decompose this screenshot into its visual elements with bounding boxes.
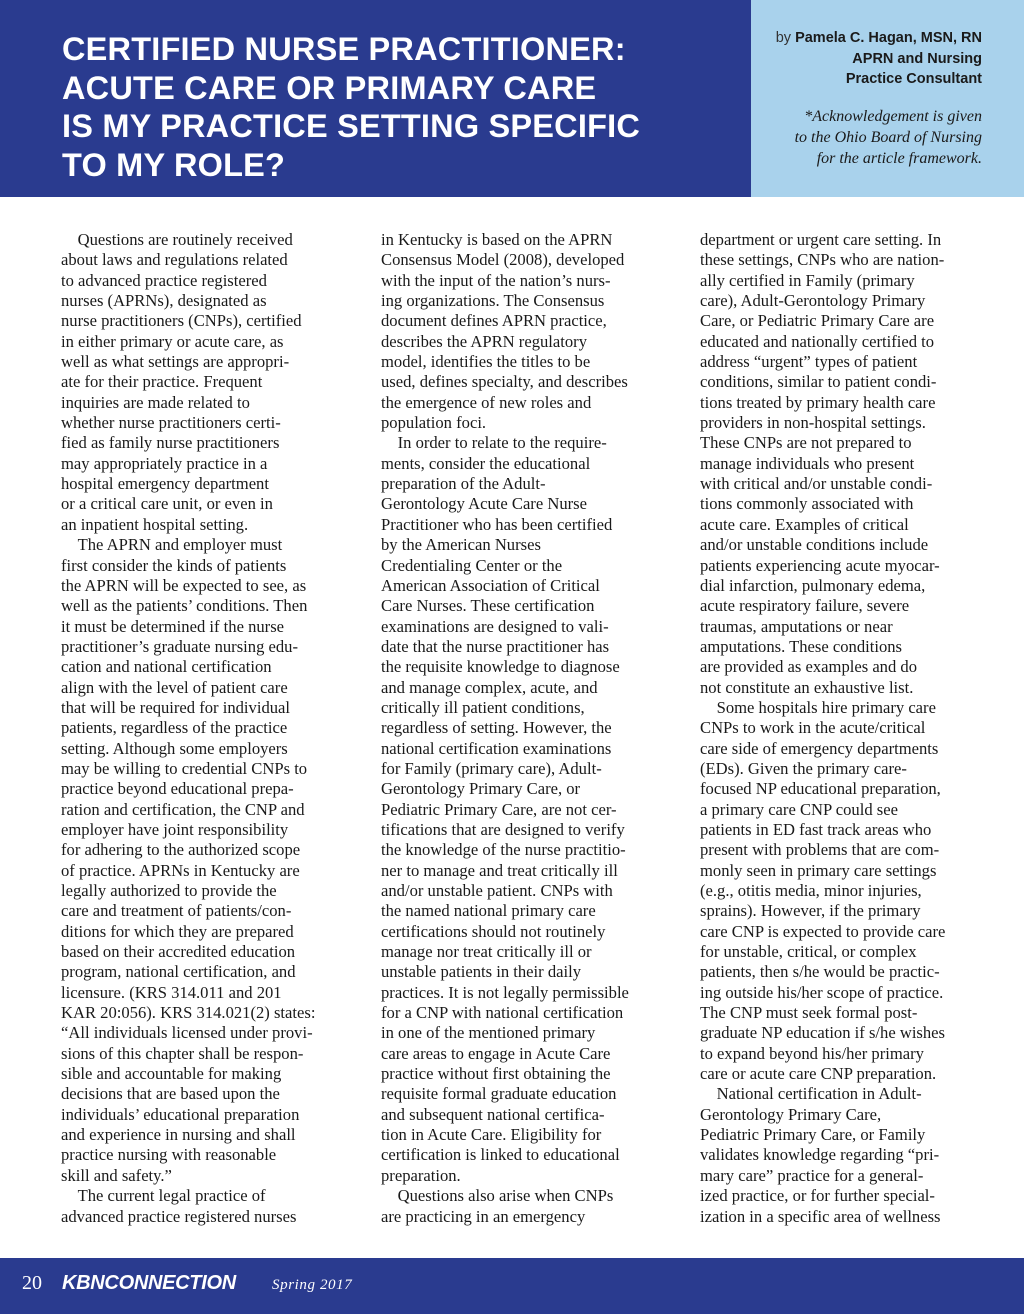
text-line: national certification examinations <box>381 738 612 758</box>
text-line: population foci. <box>381 413 487 433</box>
text-line: ization in a specific area of wellness <box>700 1206 941 1226</box>
text-line: program, national certification, and <box>61 962 296 982</box>
text-line: the knowledge of the nurse practitio- <box>381 840 626 860</box>
text-line: in either primary or acute care, as <box>61 331 284 351</box>
text-line: and subsequent national certifica- <box>381 1104 605 1124</box>
text-line: whether nurse practitioners certi- <box>61 413 281 433</box>
text-line: certifications should not routinely <box>381 921 606 941</box>
text-line: Care, or Pediatric Primary Care are <box>700 311 935 331</box>
text-line: these settings, CNPs who are nation- <box>700 250 945 270</box>
title-line: ACUTE CARE OR PRIMARY CARE <box>62 69 597 106</box>
text-line: The APRN and employer must <box>61 535 283 555</box>
text-line: The current legal practice of <box>61 1186 266 1206</box>
text-line: for Family (primary care), Adult- <box>381 758 602 778</box>
text-line: used, defines specialty, and describes <box>381 372 628 392</box>
byline-by: by <box>775 30 792 46</box>
text-line: Questions are routinely received <box>61 230 293 249</box>
text-line: sions of this chapter shall be respon- <box>61 1043 304 1063</box>
text-line: Gerontology Primary Care, or <box>381 779 581 799</box>
text-line: practice beyond educational prepa- <box>61 779 294 799</box>
acknowledgement-line: *Acknowledgement is given <box>804 108 982 125</box>
text-line: Gerontology Primary Care, <box>700 1104 882 1124</box>
text-line: acute care. Examples of critical <box>700 514 909 534</box>
text-line: the requisite knowledge to diagnose <box>381 657 620 677</box>
text-line: patients in ED fast track areas who <box>700 819 932 839</box>
text-line: unstable patients in their daily <box>381 962 582 982</box>
text-line: graduate NP education if s/he wishes <box>700 1023 946 1043</box>
text-line: with the input of the nation’s nurs- <box>381 270 611 290</box>
text-line: ner to manage and treat critically ill <box>381 860 618 880</box>
text-column-1 <box>61 230 353 1227</box>
title-line: IS MY PRACTICE SETTING SPECIFIC <box>62 108 641 144</box>
text-line: ally certified in Family (primary <box>700 270 915 290</box>
text-line: The CNP must seek formal post- <box>700 1003 918 1023</box>
author-panel <box>751 0 1024 197</box>
text-line: ing outside his/her scope of practice. <box>700 982 944 1002</box>
text-line: date that the nurse practitioner has <box>381 636 610 656</box>
text-line: validates knowledge regarding “pri- <box>700 1145 940 1165</box>
page-number: 20 <box>22 1272 42 1294</box>
text-line: tifications that are designed to verify <box>381 819 625 839</box>
byline <box>742 28 982 90</box>
text-line: setting. Although some employers <box>61 738 288 758</box>
text-line: patients experiencing acute myocar- <box>700 555 940 575</box>
text-line: sprains). However, if the primary <box>700 901 921 921</box>
text-line: regardless of setting. However, the <box>381 718 612 738</box>
text-line: model, identifies the titles to be <box>381 352 591 372</box>
text-line: ditions for which they are prepared <box>61 921 294 941</box>
text-line: by the American Nurses <box>381 535 541 555</box>
text-line: American Association of Critical <box>381 575 600 595</box>
acknowledgement-line: for the article framework. <box>816 150 982 167</box>
text-line: conditions, similar to patient condi- <box>700 372 937 392</box>
text-line: based on their accredited education <box>61 942 296 962</box>
text-line: the named national primary care <box>381 901 596 921</box>
text-line: Pediatric Primary Care, are not cer- <box>381 799 617 819</box>
text-line: are provided as examples and do <box>700 657 918 677</box>
acknowledgement <box>742 106 982 169</box>
text-line: document defines APRN practice, <box>381 311 607 331</box>
text-line: CNPs to work in the acute/critical <box>700 718 926 738</box>
text-line: department or urgent care setting. In <box>700 230 942 249</box>
text-line: describes the APRN regulatory <box>381 331 587 351</box>
text-line: amputations. These conditions <box>700 636 903 656</box>
text-line: skill and safety.” <box>61 1165 172 1185</box>
text-line: monly seen in primary care settings <box>700 860 937 880</box>
publication-logo: KBNCONNECTION <box>62 1272 236 1294</box>
text-line: and experience in nursing and shall <box>61 1125 296 1145</box>
text-line: focused NP educational preparation, <box>700 779 941 799</box>
text-line: care and treatment of patients/con- <box>61 901 292 921</box>
text-line: practice nursing with reasonable <box>61 1145 277 1165</box>
text-line: care side of emergency departments <box>700 738 939 758</box>
text-line: Practitioner who has been certified <box>381 514 613 534</box>
text-line: care), Adult-Gerontology Primary <box>700 291 926 311</box>
text-line: tions treated by primary health care <box>700 392 936 412</box>
text-line: legally authorized to provide the <box>61 881 277 900</box>
text-line: practice without first obtaining the <box>381 1064 611 1084</box>
text-line: and manage complex, acute, and <box>381 677 598 697</box>
text-line: well as what settings are appropri- <box>61 352 290 372</box>
text-line: with critical and/or unstable condi- <box>700 474 933 494</box>
text-line: for unstable, critical, or complex <box>700 942 917 962</box>
text-line: well as the patients’ conditions. Then <box>61 596 308 616</box>
text-line: about laws and regulations related <box>61 250 288 270</box>
text-line: may be willing to credential CNPs to <box>61 758 308 778</box>
text-line: cation and national certification <box>61 657 272 677</box>
page-footer <box>0 1258 1024 1314</box>
text-line: In order to relate to the require- <box>381 433 607 453</box>
text-line: manage individuals who present <box>700 453 915 473</box>
text-line: tion in Acute Care. Eligibility for <box>381 1125 602 1145</box>
text-line: not constitute an exhaustive list. <box>700 677 914 697</box>
text-line: Gerontology Acute Care Nurse <box>381 494 587 514</box>
text-line: ments, consider the educational <box>381 453 591 473</box>
text-line: preparation of the Adult- <box>381 474 546 494</box>
text-line: care or acute care CNP preparation. <box>700 1064 937 1084</box>
article-header <box>0 0 1024 197</box>
text-line: licensure. (KRS 314.011 and 201 <box>61 982 282 1002</box>
text-line: present with problems that are com- <box>700 840 940 860</box>
text-line: dial infarction, pulmonary edema, <box>700 575 926 595</box>
text-line: preparation. <box>381 1165 461 1185</box>
text-line: may appropriately practice in a <box>61 453 268 473</box>
text-line: of practice. APRNs in Kentucky are <box>61 860 300 880</box>
text-line: for adhering to the authorized scope <box>61 840 301 860</box>
text-line: practices. It is not legally permissible <box>381 982 629 1002</box>
text-line: the APRN will be expected to see, as <box>61 575 307 595</box>
text-line: that will be required for individual <box>61 697 291 717</box>
text-line: address “urgent” types of patient <box>700 352 918 372</box>
text-line: (e.g., otitis media, minor injuries, <box>700 881 922 900</box>
author-role: Practice Consultant <box>845 71 982 87</box>
text-line: fied as family nurse practitioners <box>61 433 280 453</box>
title-banner <box>0 0 751 197</box>
text-line: Credentialing Center or the <box>381 555 563 575</box>
text-line: are practicing in an emergency <box>381 1206 586 1226</box>
text-line: KAR 20:056). KRS 314.021(2) states: <box>61 1003 316 1023</box>
text-line: ration and certification, the CNP and <box>61 799 305 819</box>
text-line: practitioner’s graduate nursing edu- <box>61 636 298 656</box>
text-line: ized practice, or for further special- <box>700 1186 935 1206</box>
text-line: to advanced practice registered <box>61 270 267 290</box>
text-line: ing organizations. The Consensus <box>381 291 605 311</box>
text-line: care areas to engage in Acute Care <box>381 1043 611 1063</box>
text-line: inquiries are made related to <box>61 392 250 412</box>
text-line: for a CNP with national certification <box>381 1003 624 1023</box>
text-line: tions commonly associated with <box>700 494 914 514</box>
text-line: nurse practitioners (CNPs), certified <box>61 311 302 331</box>
author-role: APRN and Nursing <box>852 50 982 67</box>
text-line: (EDs). Given the primary care- <box>700 758 907 778</box>
text-line: Consensus Model (2008), developed <box>381 250 625 270</box>
text-line: educated and nationally certified to <box>700 331 935 351</box>
text-line: individuals’ educational preparation <box>61 1104 300 1124</box>
article-title <box>62 30 742 184</box>
text-line: National certification in Adult- <box>700 1084 922 1104</box>
text-line: first consider the kinds of patients <box>61 555 287 575</box>
text-line: nurses (APRNs), designated as <box>61 291 267 311</box>
title-line: CERTIFIED NURSE PRACTITIONER: <box>62 31 626 67</box>
text-line: requisite formal graduate education <box>381 1084 617 1104</box>
text-line: Questions also arise when CNPs <box>381 1186 614 1206</box>
text-line: a primary care CNP could see <box>700 799 898 819</box>
text-line: “All individuals licensed under provi- <box>61 1023 313 1043</box>
text-line: manage nor treat critically ill or <box>381 942 592 962</box>
text-line: employer have joint responsibility <box>61 819 289 839</box>
text-line: These CNPs are not prepared to <box>700 433 912 453</box>
text-line: providers in non-hospital settings. <box>700 413 926 433</box>
text-line: critically ill patient conditions, <box>381 697 585 717</box>
text-column-2 <box>381 230 673 1227</box>
author-name: Pamela C. Hagan, MSN, RN <box>795 30 982 46</box>
text-line: certification is linked to educational <box>381 1145 620 1165</box>
text-column-3 <box>700 230 992 1227</box>
text-line: sible and accountable for making <box>61 1064 282 1084</box>
text-line: the emergence of new roles and <box>381 392 592 412</box>
text-line: patients, then s/he would be practic- <box>700 962 940 982</box>
text-line: and/or unstable conditions include <box>700 535 929 555</box>
text-line: traumas, amputations or near <box>700 616 893 636</box>
text-line: acute respiratory failure, severe <box>700 596 910 616</box>
text-line: to expand beyond his/her primary <box>700 1043 924 1063</box>
text-line: ate for their practice. Frequent <box>61 372 263 392</box>
title-line: TO MY ROLE? <box>62 146 286 183</box>
text-line: or a critical care unit, or even in <box>61 494 273 514</box>
text-line: advanced practice registered nurses <box>61 1206 297 1226</box>
text-line: align with the level of patient care <box>61 677 288 697</box>
text-line: care CNP is expected to provide care <box>700 921 946 941</box>
text-line: Pediatric Primary Care, or Family <box>700 1125 926 1145</box>
text-line: in Kentucky is based on the APRN <box>381 230 613 249</box>
acknowledgement-line: to the Ohio Board of Nursing <box>794 129 982 146</box>
text-line: Care Nurses. These certification <box>381 596 595 616</box>
text-line: and/or unstable patient. CNPs with <box>381 881 613 900</box>
text-line: patients, regardless of the practice <box>61 718 288 738</box>
text-line: an inpatient hospital setting. <box>61 514 249 534</box>
issue-date: Spring 2017 <box>272 1277 353 1293</box>
text-line: in one of the mentioned primary <box>381 1023 596 1043</box>
text-line: decisions that are based upon the <box>61 1084 280 1104</box>
text-line: examinations are designed to vali- <box>381 616 609 636</box>
text-line: hospital emergency department <box>61 474 269 494</box>
text-line: Some hospitals hire primary care <box>700 697 936 717</box>
text-line: mary care” practice for a general- <box>700 1165 924 1185</box>
text-line: it must be determined if the nurse <box>61 616 285 636</box>
